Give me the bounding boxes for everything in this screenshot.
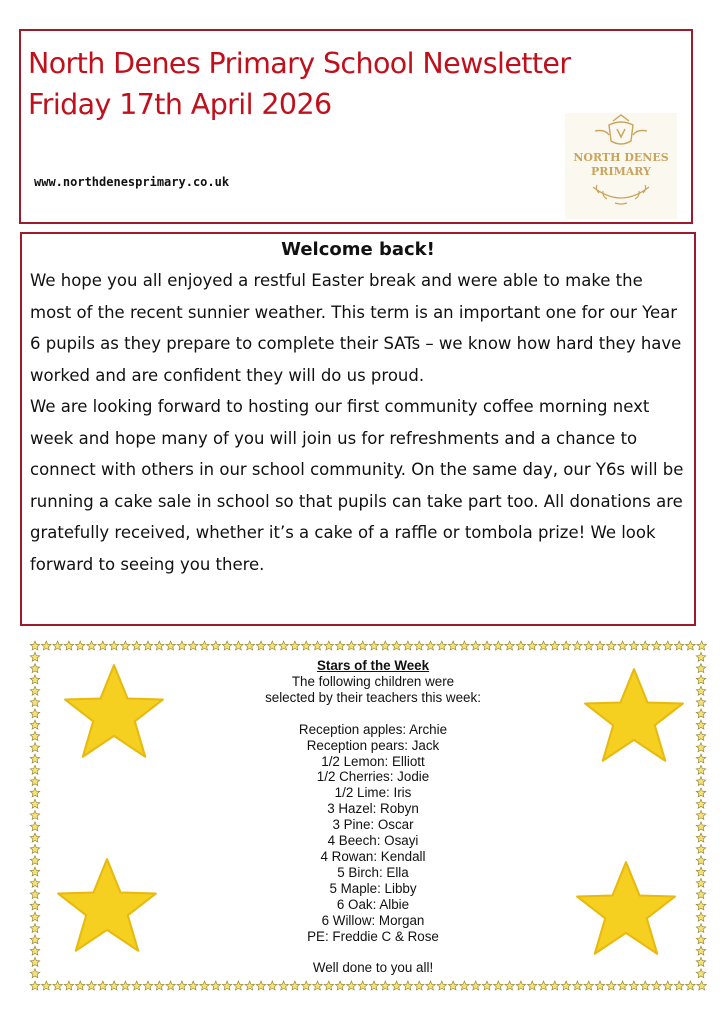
border-star-icon <box>64 641 74 650</box>
border-star-icon <box>121 641 131 650</box>
border-star-icon <box>595 981 605 990</box>
border-star-icon <box>663 981 673 990</box>
border-star-icon <box>234 981 244 990</box>
border-star-icon <box>279 641 289 650</box>
border-star-icon <box>629 641 639 650</box>
border-star-icon <box>166 641 176 650</box>
border-star-icon <box>245 981 255 990</box>
border-star-icon <box>132 981 142 990</box>
border-star-icon <box>696 777 706 786</box>
star-pupil: 1/2 Cherries: Jodie <box>316 769 430 785</box>
border-star-icon <box>696 675 706 684</box>
border-star-icon <box>505 641 515 650</box>
border-star-icon <box>618 641 628 650</box>
border-star-icon <box>697 981 707 990</box>
stars-intro-2: selected by their teachers this week: <box>265 689 481 705</box>
border-star-icon <box>30 867 40 876</box>
star-pupil: 6 Oak: Albie <box>336 896 410 912</box>
star-pupil: 4 Rowan: Kendall <box>320 848 426 864</box>
logo-text-2: PRIMARY <box>591 165 651 178</box>
star-icon <box>55 856 159 956</box>
border-star-icon <box>539 981 549 990</box>
border-star-icon <box>437 641 447 650</box>
border-star-icon <box>256 981 266 990</box>
star-pupil: PE: Freddie C & Rose <box>307 928 439 944</box>
border-star-icon <box>30 664 40 673</box>
border-star-icon <box>482 981 492 990</box>
border-star-icon <box>696 867 706 876</box>
border-star-icon <box>30 765 40 774</box>
border-star-icon <box>607 981 617 990</box>
border-star-icon <box>177 981 187 990</box>
border-star-icon <box>30 924 40 933</box>
border-star-icon <box>696 969 706 978</box>
border-star-icon <box>471 981 481 990</box>
border-star-icon <box>696 901 706 910</box>
border-star-icon <box>696 811 706 820</box>
border-star-icon <box>448 981 458 990</box>
border-star-icon <box>527 641 537 650</box>
border-star-icon <box>222 981 232 990</box>
border-star-icon <box>75 641 85 650</box>
border-star-icon <box>696 731 706 740</box>
border-star-icon <box>42 981 52 990</box>
border-star-icon <box>30 957 40 966</box>
border-star-icon <box>696 946 706 955</box>
border-star-icon <box>426 641 436 650</box>
border-star-icon <box>539 641 549 650</box>
border-star-icon <box>696 765 706 774</box>
border-star-icon <box>696 652 706 661</box>
border-star-icon <box>527 981 537 990</box>
border-star-icon <box>30 969 40 978</box>
border-star-icon <box>697 641 707 650</box>
border-star-icon <box>696 833 706 842</box>
border-star-icon <box>584 981 594 990</box>
border-star-icon <box>42 641 52 650</box>
border-star-icon <box>494 641 504 650</box>
border-star-icon <box>392 981 402 990</box>
border-star-icon <box>505 981 515 990</box>
border-star-icon <box>335 981 345 990</box>
newsletter-title <box>28 43 571 125</box>
star-pupil: 5 Maple: Libby <box>329 880 417 896</box>
border-star-icon <box>403 981 413 990</box>
border-star-icon <box>696 822 706 831</box>
star-pupil: 5 Birch: Ella <box>337 864 409 880</box>
border-star-icon <box>696 844 706 853</box>
border-star-icon <box>109 981 119 990</box>
star-pupil: 1/2 Lemon: Elliott <box>321 753 425 769</box>
border-star-icon <box>30 799 40 808</box>
border-star-icon <box>696 957 706 966</box>
border-star-icon <box>674 981 684 990</box>
border-star-icon <box>437 981 447 990</box>
star-pupil: 3 Pine: Oscar <box>332 817 414 833</box>
border-star-icon <box>75 981 85 990</box>
border-star-icon <box>155 981 165 990</box>
border-star-icon <box>426 981 436 990</box>
border-star-icon <box>414 981 424 990</box>
border-star-icon <box>30 935 40 944</box>
newsletter-header <box>19 29 693 224</box>
welcome-section <box>20 232 696 626</box>
border-star-icon <box>392 641 402 650</box>
border-star-icon <box>381 981 391 990</box>
border-star-icon <box>696 890 706 899</box>
border-star-icon <box>573 641 583 650</box>
border-star-icon <box>640 641 650 650</box>
border-star-icon <box>696 686 706 695</box>
border-star-icon <box>30 788 40 797</box>
border-star-icon <box>313 641 323 650</box>
border-star-icon <box>358 981 368 990</box>
border-star-icon <box>301 641 311 650</box>
border-star-icon <box>516 981 526 990</box>
border-star-icon <box>121 981 131 990</box>
border-star-icon <box>696 924 706 933</box>
border-star-icon <box>652 981 662 990</box>
star-icon <box>582 666 686 766</box>
border-star-icon <box>381 641 391 650</box>
border-star-icon <box>696 912 706 921</box>
border-star-icon <box>696 664 706 673</box>
border-star-icon <box>561 641 571 650</box>
border-star-icon <box>30 743 40 752</box>
border-star-icon <box>98 641 108 650</box>
border-star-icon <box>618 981 628 990</box>
title-line-1: North Denes Primary School Newsletter <box>28 47 571 80</box>
border-star-icon <box>448 641 458 650</box>
border-star-icon <box>30 901 40 910</box>
border-star-icon <box>482 641 492 650</box>
border-star-icon <box>234 641 244 650</box>
star-pupil: Reception pears: Jack <box>306 737 440 753</box>
star-pupil: 6 Willow: Morgan <box>321 912 425 928</box>
border-star-icon <box>30 822 40 831</box>
school-logo <box>565 113 677 219</box>
border-star-icon <box>87 981 97 990</box>
border-star-icon <box>313 981 323 990</box>
border-star-icon <box>30 878 40 887</box>
border-star-icon <box>211 981 221 990</box>
border-star-icon <box>30 686 40 695</box>
border-star-icon <box>573 981 583 990</box>
welcome-paragraph-1: We hope you all enjoyed a restful Easter break and were able to make the most of the recent sunnier weather. This term is an important one for our Year 6 pupils as they prepare to complete their SATs – we know how hard they have worked and are confident they will do us proud. <box>30 271 682 385</box>
border-star-icon <box>188 641 198 650</box>
border-star-icon <box>30 754 40 763</box>
border-star-icon <box>550 981 560 990</box>
border-star-icon <box>268 641 278 650</box>
border-star-icon <box>561 981 571 990</box>
stars-intro-1: The following children were <box>291 673 455 689</box>
logo-text-1: NORTH DENES <box>573 151 669 164</box>
border-star-icon <box>686 981 696 990</box>
border-star-icon <box>696 856 706 865</box>
border-star-icon <box>369 981 379 990</box>
border-star-icon <box>696 698 706 707</box>
border-star-icon <box>268 981 278 990</box>
star-pupil: 1/2 Lime: Iris <box>334 785 412 801</box>
star-icon <box>62 662 166 762</box>
border-star-icon <box>211 641 221 650</box>
border-star-icon <box>30 652 40 661</box>
stars-heading: Stars of the Week <box>316 658 430 673</box>
border-star-icon <box>143 981 153 990</box>
border-star-icon <box>516 641 526 650</box>
border-star-icon <box>494 981 504 990</box>
border-star-icon <box>30 720 40 729</box>
border-star-icon <box>595 641 605 650</box>
border-star-icon <box>460 981 470 990</box>
border-star-icon <box>64 981 74 990</box>
border-star-icon <box>358 641 368 650</box>
border-star-icon <box>143 641 153 650</box>
stars-closing: Well done to you all! <box>312 960 434 976</box>
border-star-icon <box>663 641 673 650</box>
border-star-icon <box>30 890 40 899</box>
border-star-icon <box>674 641 684 650</box>
border-star-icon <box>696 709 706 718</box>
border-star-icon <box>30 981 40 990</box>
border-star-icon <box>279 981 289 990</box>
stars-of-the-week-section <box>29 640 707 992</box>
border-star-icon <box>652 641 662 650</box>
border-star-icon <box>696 788 706 797</box>
border-star-icon <box>132 641 142 650</box>
border-star-icon <box>30 833 40 842</box>
border-star-icon <box>471 641 481 650</box>
border-star-icon <box>30 641 40 650</box>
border-star-icon <box>200 981 210 990</box>
border-star-icon <box>30 675 40 684</box>
star-pupil: Reception apples: Archie <box>298 721 448 737</box>
border-star-icon <box>87 641 97 650</box>
border-star-icon <box>290 981 300 990</box>
border-star-icon <box>696 878 706 887</box>
border-star-icon <box>550 641 560 650</box>
stars-list-panel <box>217 658 529 976</box>
border-star-icon <box>460 641 470 650</box>
border-star-icon <box>98 981 108 990</box>
border-star-icon <box>347 981 357 990</box>
border-star-icon <box>696 743 706 752</box>
welcome-paragraph-2: We are looking forward to hosting our first community coffee morning next week and hope many of you will join us for refreshments and a chance to connect with others in our school community. On the same day, our Y6s will be running a cake sale in school so that pupils can take part too. All donations are gratefully received, whether it’s a cake of a raffle or tombola prize! We look forward to seeing you there. <box>30 397 684 574</box>
border-star-icon <box>301 981 311 990</box>
border-star-icon <box>188 981 198 990</box>
border-star-icon <box>335 641 345 650</box>
border-star-icon <box>53 641 63 650</box>
welcome-body <box>30 265 684 580</box>
border-star-icon <box>53 981 63 990</box>
border-star-icon <box>607 641 617 650</box>
border-star-icon <box>30 731 40 740</box>
border-star-icon <box>30 777 40 786</box>
border-star-icon <box>584 641 594 650</box>
star-pupil: 4 Beech: Osayi <box>327 833 419 849</box>
border-star-icon <box>245 641 255 650</box>
border-star-icon <box>30 811 40 820</box>
border-star-icon <box>696 754 706 763</box>
border-star-icon <box>30 856 40 865</box>
title-line-2: Friday 17th April 2026 <box>28 88 332 121</box>
border-star-icon <box>640 981 650 990</box>
border-star-icon <box>324 641 334 650</box>
border-star-icon <box>290 641 300 650</box>
border-star-icon <box>30 698 40 707</box>
border-star-icon <box>109 641 119 650</box>
border-star-icon <box>369 641 379 650</box>
border-star-icon <box>256 641 266 650</box>
border-star-icon <box>686 641 696 650</box>
border-star-icon <box>166 981 176 990</box>
border-star-icon <box>403 641 413 650</box>
border-star-icon <box>629 981 639 990</box>
border-star-icon <box>222 641 232 650</box>
border-star-icon <box>30 844 40 853</box>
border-star-icon <box>347 641 357 650</box>
border-star-icon <box>696 799 706 808</box>
welcome-title: Welcome back! <box>281 239 435 260</box>
border-star-icon <box>30 912 40 921</box>
border-star-icon <box>414 641 424 650</box>
school-website-link[interactable]: www.northdenesprimary.co.uk <box>34 175 230 189</box>
border-star-icon <box>324 981 334 990</box>
border-star-icon <box>155 641 165 650</box>
border-star-icon <box>30 709 40 718</box>
border-star-icon <box>30 946 40 955</box>
star-icon <box>574 859 678 959</box>
border-star-icon <box>696 720 706 729</box>
border-star-icon <box>696 935 706 944</box>
star-pupil: 3 Hazel: Robyn <box>327 801 419 817</box>
border-star-icon <box>177 641 187 650</box>
border-star-icon <box>200 641 210 650</box>
